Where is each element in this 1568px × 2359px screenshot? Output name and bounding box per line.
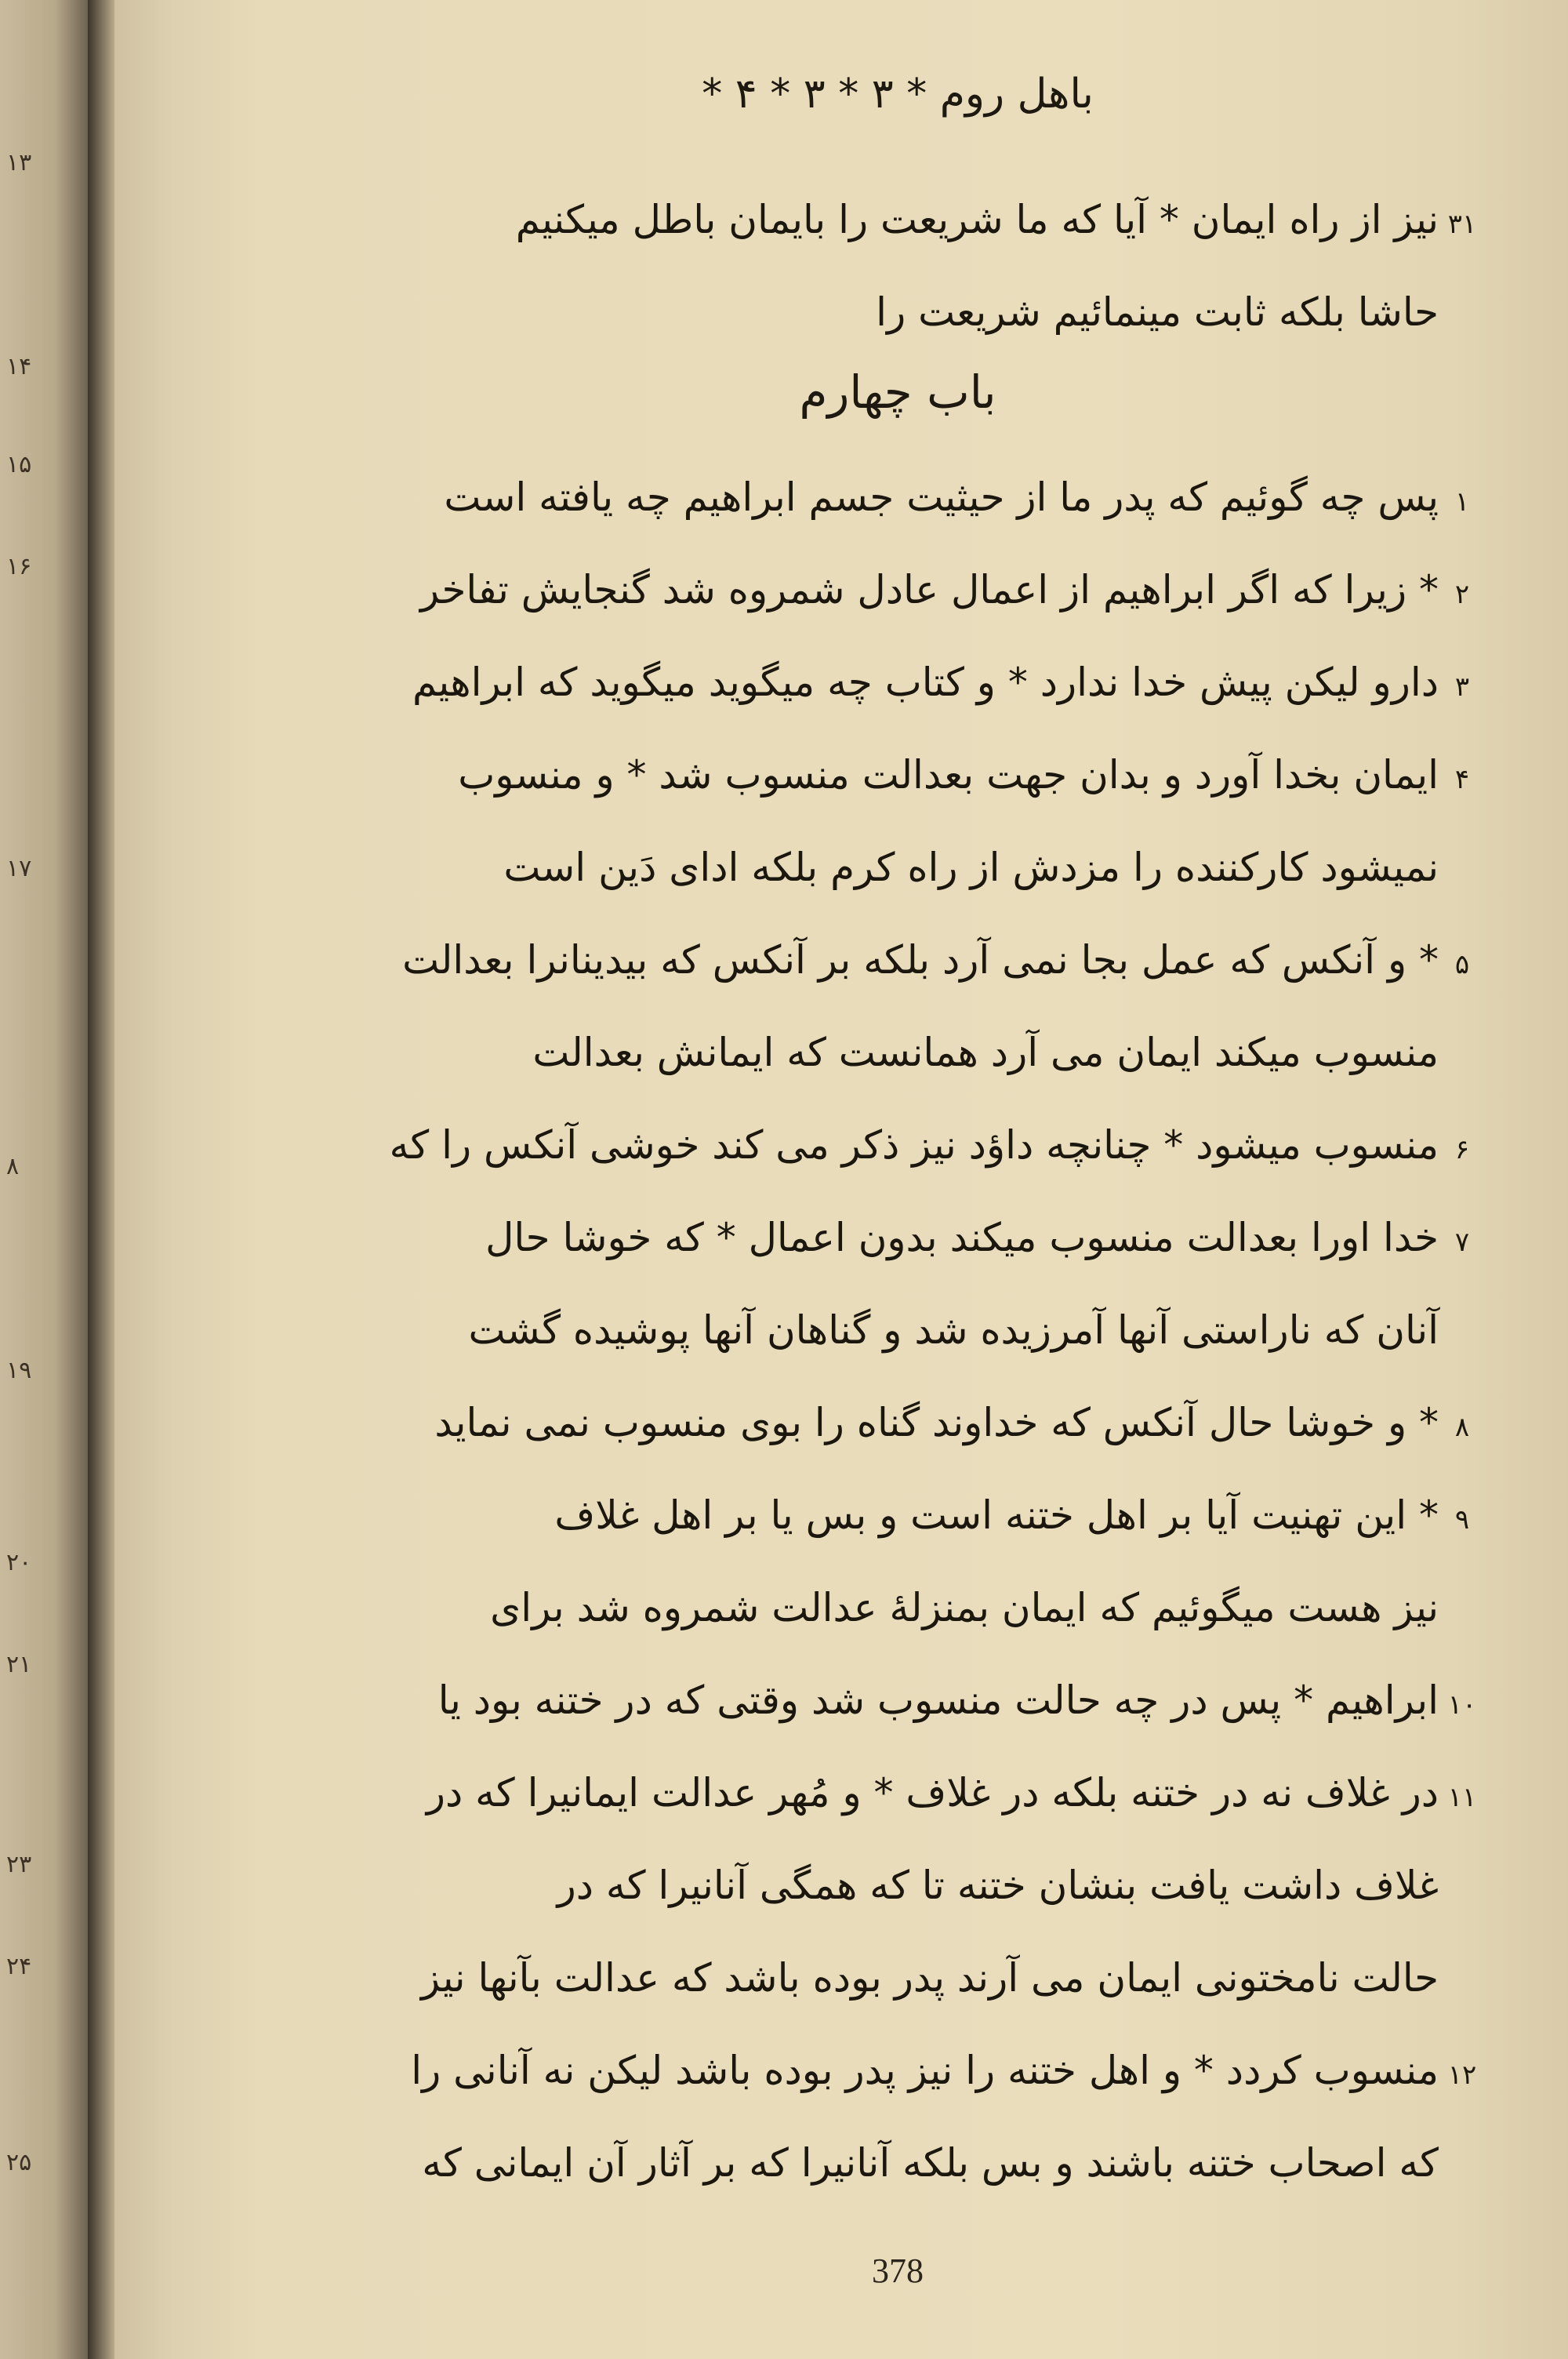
margin-verse-number: ۱۶ — [6, 553, 32, 580]
margin-verse-number: ۲۱ — [6, 1651, 32, 1678]
verse-number: ۵ — [1454, 949, 1470, 980]
line-text: * و خوشا حال آنکس که خداوند گناه را بوی منسوب نمی نماید — [434, 1400, 1439, 1445]
verse-number: ۳۱ — [1447, 209, 1477, 240]
line-text: غلاف داشت یافت بنشان ختنه تا که همگی آنانیرا که در — [557, 1863, 1439, 1908]
text-line — [310, 458, 1486, 536]
text-line — [310, 1754, 1486, 1832]
margin-verse-number: ۱۴ — [6, 353, 32, 380]
line-text: در غلاف نه در ختنه بلکه در غلاف * و مُهر عدالت ایمانیرا که در — [426, 1770, 1439, 1816]
text-line — [310, 921, 1486, 999]
text-line — [310, 2031, 1486, 2110]
verse-number: ۱۰ — [1447, 1689, 1477, 1721]
margin-verse-number: ۸ — [6, 1153, 20, 1180]
text-line — [310, 643, 1486, 722]
margin-verse-number: ۱۹ — [6, 1357, 32, 1384]
verse-number: ۴ — [1454, 764, 1470, 795]
margin-verse-number: ۲۴ — [6, 1953, 32, 1980]
line-text: ابراهیم * پس در چه حالت منسوب شد وقتی که در ختنه بود یا — [437, 1677, 1439, 1723]
text-page — [310, 63, 1486, 2306]
text-line — [310, 1291, 1486, 1369]
facing-page-edge — [0, 0, 94, 2359]
line-text: * زیرا که اگر ابراهیم از اعمال عادل شمروه شد گنجایش تفاخر — [419, 567, 1439, 612]
line-text: حالت نامختونی ایمان می آرند پدر بوده باشد که عدالت بآنها نیز — [421, 1955, 1439, 2001]
line-text: نمیشود کارکننده را مزدش از راه کرم بلکه ادای دَین است — [503, 845, 1439, 890]
text-line — [310, 1383, 1486, 1462]
line-text: منسوب میکند ایمان می آرد همانست که ایمانش بعدالت — [532, 1030, 1439, 1075]
line-text: نیز هست میگوئیم که ایمان بمنزلهٔ عدالت شمروه شد برای — [490, 1585, 1439, 1630]
line-text: منسوب میشود * چنانچه داؤد نیز ذکر می کند خوشی آنکس را که — [389, 1122, 1439, 1168]
text-line — [310, 1106, 1486, 1184]
line-text: * و آنکس که عمل بجا نمی آرد بلکه بر آنکس که بیدینانرا بعدالت — [402, 937, 1439, 983]
verse-number: ۳ — [1454, 671, 1470, 703]
page-number: 378 — [872, 2252, 924, 2290]
margin-verse-number: ۲۵ — [6, 2149, 32, 2176]
verse-number: ۹ — [1454, 1504, 1470, 1536]
verse-number: ۱۲ — [1447, 2059, 1477, 2091]
verse-number: ۱۱ — [1447, 1782, 1477, 1813]
running-header: باهل روم * ۳ * ۳ * ۴ * — [702, 71, 1094, 118]
text-line — [310, 180, 1486, 259]
line-text: خدا اورا بعدالت منسوب میکند بدون اعمال * که خوشا حال — [485, 1215, 1439, 1260]
line-text: که اصحاب ختنه باشند و بس بلکه آنانیرا که بر آثار آن ایمانی که — [422, 2140, 1439, 2186]
text-line — [310, 1846, 1486, 1925]
text-line — [310, 828, 1486, 907]
text-line — [310, 273, 1486, 351]
text-line — [310, 1476, 1486, 1554]
text-line — [310, 736, 1486, 814]
verse-number: ۲ — [1454, 579, 1470, 610]
text-line — [310, 2124, 1486, 2202]
verse-number: ۷ — [1454, 1227, 1470, 1258]
line-text: پس چه گوئیم که پدر ما از حیثیت جسم ابراهیم چه یافته است — [444, 474, 1439, 520]
text-line — [310, 1568, 1486, 1647]
line-text: دارو لیکن پیش خدا ندارد * و کتاب چه میگوید میگوید که ابراهیم — [412, 660, 1439, 705]
verse-number: ۶ — [1454, 1134, 1470, 1165]
line-text: نیز از راه ایمان * آیا که ما شریعت را بایمان باطل میکنیم — [515, 197, 1439, 242]
text-line — [310, 1013, 1486, 1092]
verse-number: ۸ — [1454, 1412, 1470, 1443]
margin-verse-number: ۲۰ — [6, 1549, 32, 1576]
margin-verse-number: ۱۳ — [6, 149, 32, 176]
text-line — [310, 551, 1486, 629]
margin-verse-number: ۲۳ — [6, 1851, 32, 1878]
line-text: ایمان بخدا آورد و بدان جهت بعدالت منسوب شد * و منسوب — [458, 752, 1439, 798]
margin-verse-number: ۱۵ — [6, 451, 32, 478]
text-line — [310, 1939, 1486, 2017]
text-line — [310, 1661, 1486, 1739]
line-text: آنان که ناراستی آنها آمرزیده شد و گناهان آنها پوشیده گشت — [468, 1307, 1439, 1353]
line-text: منسوب کردد * و اهل ختنه را نیز پدر بوده باشد لیکن نه آنانی را — [411, 2048, 1439, 2093]
margin-verse-number: ۱۷ — [6, 855, 32, 882]
line-text: * این تهنیت آیا بر اهل ختنه است و بس یا بر اهل غلاف — [554, 1492, 1439, 1538]
book-gutter — [88, 0, 114, 2359]
verse-number: ۱ — [1454, 486, 1470, 518]
chapter-title: باب چهارم — [799, 365, 996, 419]
text-line — [310, 1198, 1486, 1277]
line-text: حاشا بلکه ثابت مینمائیم شریعت را — [876, 289, 1439, 335]
